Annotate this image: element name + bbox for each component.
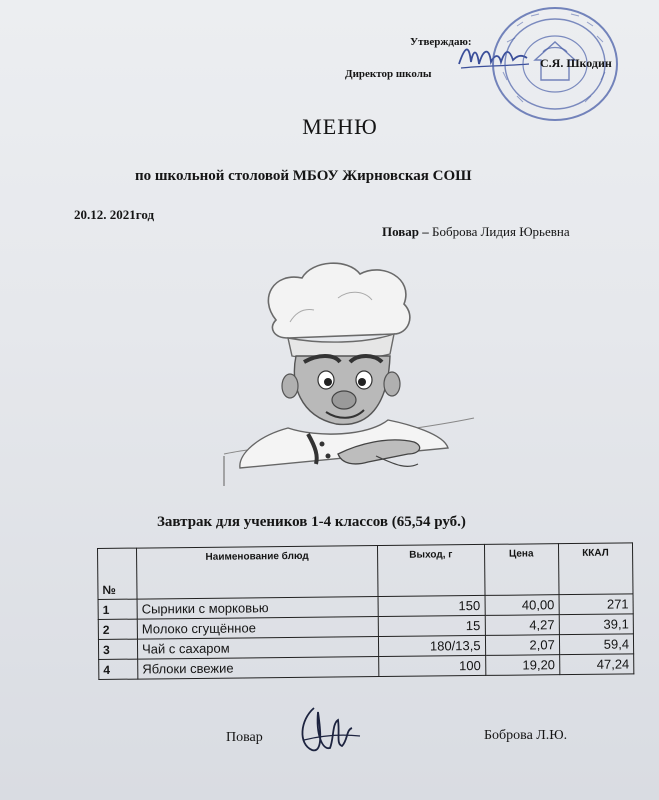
dish-price: 19,20 — [485, 655, 559, 676]
row-num: 4 — [99, 659, 138, 679]
page-subtitle: по школьной столовой МБОУ Жирновская СОШ — [135, 168, 472, 184]
col-yield-header: Выход, г — [377, 544, 484, 596]
director-name: С.Я. Шкодин — [540, 56, 612, 70]
dish-yield: 15 — [378, 615, 485, 636]
page-title: МЕНЮ — [302, 114, 378, 139]
dish-yield: 150 — [378, 595, 485, 616]
dish-kcal: 271 — [559, 594, 633, 615]
cook-name: Боброва Лидия Юрьевна — [432, 224, 570, 239]
director-label: Директор школы — [345, 68, 432, 80]
menu-table — [97, 542, 634, 680]
cook-line — [382, 224, 570, 240]
row-num: 3 — [98, 639, 137, 659]
col-kcal-header: ККАЛ — [558, 543, 633, 595]
chef-illustration — [218, 258, 480, 488]
col-num-header: № — [98, 548, 138, 599]
approval-label: Утверждаю: — [410, 36, 472, 48]
dish-price: 40,00 — [485, 595, 559, 616]
menu-date: 20.12. 2021год — [74, 207, 155, 222]
dish-kcal: 39,1 — [559, 614, 633, 635]
meal-heading: Завтрак для учеников 1-4 классов (65,54 руб.) — [157, 514, 466, 530]
cook-signature — [290, 700, 370, 760]
dish-name: Чай с сахаром — [137, 637, 378, 660]
footer-cook-name: Боброва Л.Ю. — [484, 728, 568, 743]
dish-kcal: 59,4 — [559, 634, 633, 655]
table-header-row — [98, 543, 634, 600]
dish-yield: 180/13,5 — [378, 635, 485, 656]
cook-label: Повар – — [382, 224, 429, 239]
row-num: 1 — [98, 599, 137, 619]
dish-name: Яблоки свежие — [138, 657, 379, 680]
dish-price: 4,27 — [485, 615, 559, 636]
dish-name: Сырники с морковью — [137, 597, 378, 620]
footer-cook-label: Повар — [226, 730, 263, 745]
dish-yield: 100 — [379, 655, 486, 676]
dish-price: 2,07 — [485, 635, 559, 656]
col-name-header: Наименование блюд — [137, 546, 379, 600]
col-price-header: Цена — [484, 544, 559, 596]
dish-name: Молоко сгущённое — [137, 617, 378, 640]
dish-kcal: 47,24 — [559, 654, 633, 675]
table-row — [99, 654, 634, 680]
row-num: 2 — [98, 619, 137, 639]
